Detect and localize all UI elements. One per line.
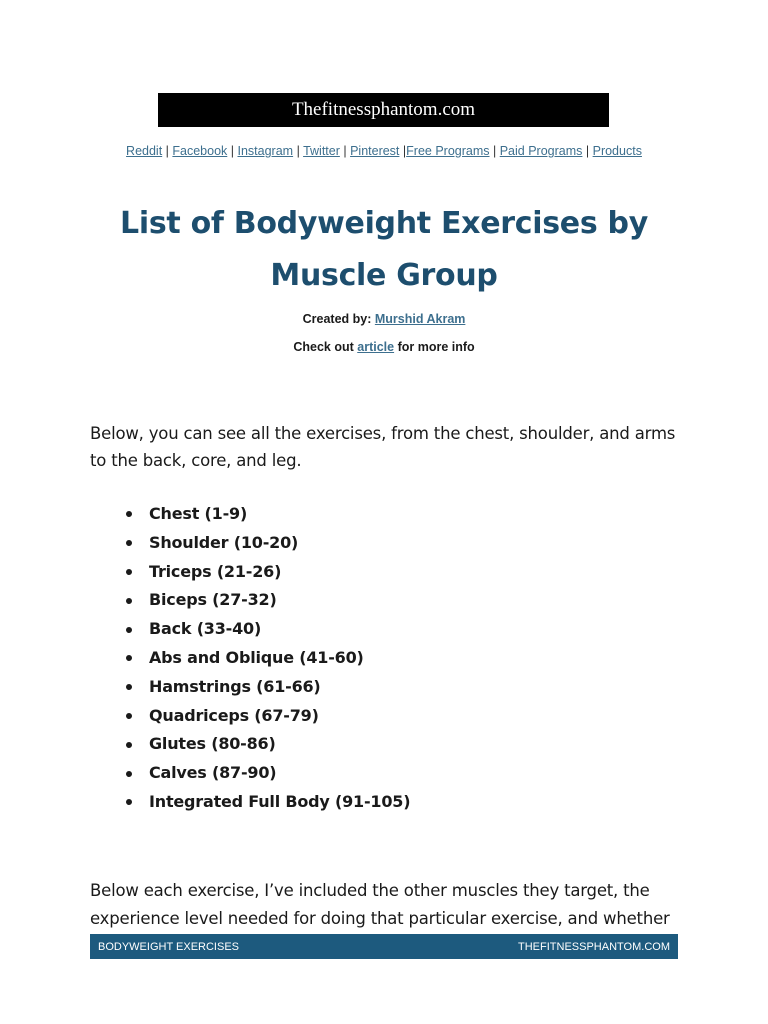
social-link-twitter[interactable]: Twitter xyxy=(303,144,340,158)
list-item-label: Quadriceps (67-79) xyxy=(149,705,319,725)
check-out-suffix: for more info xyxy=(394,340,475,354)
author-link[interactable]: Murshid Akram xyxy=(374,312,466,326)
bullet-icon xyxy=(126,627,132,633)
description-paragraph: Below each exercise, I’ve included the other muscles they target, the experience level needed for doing that particular exercise, and whether xyxy=(90,881,670,928)
list-item-label: Abs and Oblique (41-60) xyxy=(149,647,364,667)
list-item-label: Integrated Full Body (91-105) xyxy=(149,791,411,811)
list-item xyxy=(124,702,410,731)
list-item xyxy=(124,615,410,644)
list-item-label: Glutes (80-86) xyxy=(149,734,276,754)
list-item xyxy=(124,673,410,702)
list-item-label: Triceps (21-26) xyxy=(149,561,282,581)
bullet-icon xyxy=(126,799,132,805)
bullet-icon xyxy=(126,742,132,748)
list-item-label: Back (33-40) xyxy=(149,619,262,639)
intro-paragraph: Below, you can see all the exercises, from the chest, shoulder, and arms to the back, core, and leg. xyxy=(90,424,676,470)
bullet-icon xyxy=(126,655,132,661)
created-by-label: Created by: xyxy=(302,312,375,326)
social-link-pinterest[interactable]: Pinterest xyxy=(350,144,400,158)
footer-left-text: BODYWEIGHT EXERCISES xyxy=(98,940,239,953)
footer-right-text: THEFITNESSPHANTOM.COM xyxy=(518,940,670,953)
bullet-icon xyxy=(126,713,132,719)
bullet-icon xyxy=(126,771,132,777)
site-banner xyxy=(158,93,609,127)
link-separator: | xyxy=(162,144,173,158)
list-item xyxy=(124,759,410,788)
link-separator: | xyxy=(227,144,238,158)
link-separator: | xyxy=(399,144,407,158)
link-separator: | xyxy=(293,144,304,158)
link-separator: | xyxy=(339,144,351,158)
bullet-icon xyxy=(126,511,132,517)
list-item-label: Calves (87-90) xyxy=(149,763,277,783)
list-item xyxy=(124,500,410,529)
list-item-label: Shoulder (10-20) xyxy=(149,532,299,552)
list-item xyxy=(124,586,410,615)
social-link-reddit[interactable]: Reddit xyxy=(126,144,163,158)
list-item xyxy=(124,529,410,558)
bullet-icon xyxy=(126,598,132,604)
bullet-icon xyxy=(126,540,132,546)
link-separator: | xyxy=(489,144,500,158)
list-item xyxy=(124,788,410,817)
link-products[interactable]: Products xyxy=(592,144,642,158)
check-out-line xyxy=(0,340,768,354)
list-item-label: Biceps (27-32) xyxy=(149,590,277,610)
link-separator: | xyxy=(582,144,593,158)
bullet-icon xyxy=(126,684,132,690)
site-name: Thefitnessphantom.com xyxy=(291,99,476,120)
check-out-prefix: Check out xyxy=(293,340,358,354)
page-footer xyxy=(90,934,678,959)
article-link[interactable]: article xyxy=(357,340,395,354)
list-item xyxy=(124,558,410,587)
social-link-instagram[interactable]: Instagram xyxy=(237,144,294,158)
social-links-bar xyxy=(0,144,768,158)
list-item-label: Chest (1-9) xyxy=(149,504,248,523)
list-item-label: Hamstrings (61-66) xyxy=(149,676,321,696)
page-title: List of Bodyweight Exercises by Muscle Group xyxy=(120,206,648,293)
muscle-group-list xyxy=(124,500,410,817)
created-by xyxy=(0,312,768,326)
link-free-programs[interactable]: Free Programs xyxy=(406,144,490,158)
link-paid-programs[interactable]: Paid Programs xyxy=(499,144,583,158)
social-link-facebook[interactable]: Facebook xyxy=(172,144,228,158)
list-item xyxy=(124,644,410,673)
list-item xyxy=(124,730,410,759)
bullet-icon xyxy=(126,569,132,575)
